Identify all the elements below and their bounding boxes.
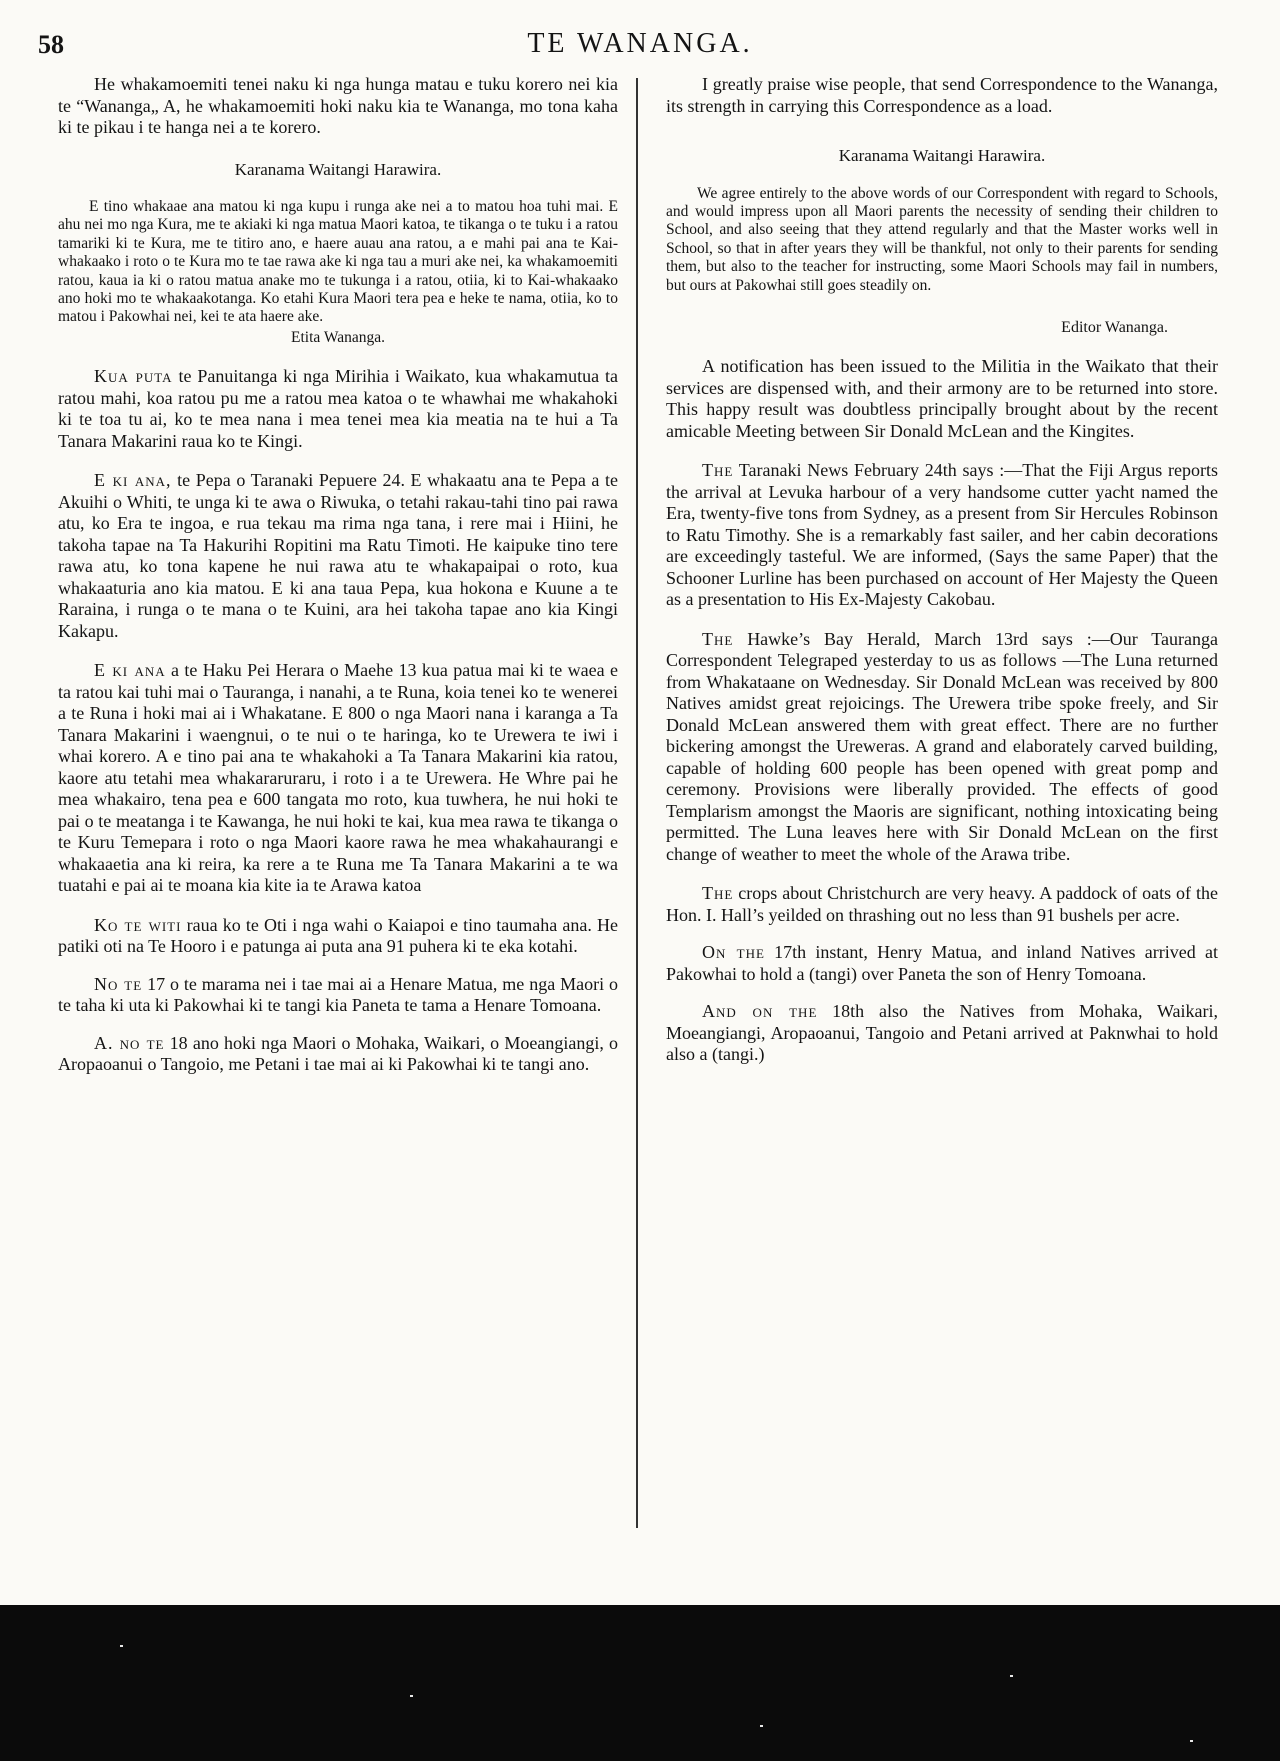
article-paragraph: [666, 883, 1218, 926]
lead-words: On the: [702, 942, 765, 963]
article-paragraph: [58, 915, 618, 958]
paragraph-body: a te Haku Pei Herara o Maehe 13 kua patua mai ki te waea e ta ratou kai tuhi mai o Tauranga, i nanahi, a te Runa, koia tenei ko te wenerei a te Runa i hoki mai ai i Whakatane. E 800 o nga Maori nana i karanga a Ta Tanara Makarini i waengnui, o te nui o te haringa, ko te Urewera te iwi i whai korero. A e tino pai ana te whakahoki a Ta Tanara Makarini kia ratou, kaore atu tetahi mea whakararuraru, i roto i a te Urewera. He Whre pai he mea whakairo, tena pea e 600 tangata mo roto, kua tuwhera, he nui hoki te pai o te meatanga i te Kawanga, he nui hoki te kai, kua mea rawa te tikanga o te Kuru Temepara i roto o nga Maori kaore rawa he mea whakahaurangi e whakaaetia ana ki reira, ka rere a te Runa me Ta Tanara Makarini a te wa tuatahi e pai ai te moana kia kite ia te Arawa katoa: [58, 660, 618, 896]
signature: Editor Wananga.: [1061, 318, 1168, 336]
paragraph-body: crops about Christchurch are very heavy. A paddock of oats of the Hon. I. Hall’s yeilded on thrashing out no less than 91 bushels per acre.: [666, 883, 1218, 925]
scan-speck: [1010, 1675, 1013, 1677]
article-paragraph: [58, 974, 618, 1017]
lead-words: A. no te: [94, 1032, 165, 1053]
article-paragraph: [58, 470, 618, 642]
paragraph-body: Taranaki News February 24th says :—That the Fiji Argus reports the arrival at Levuka harbour of a very handsome cutter yacht named the Era, twenty-five tons from Sydney, as a present from Sir Hercules Robinson to Ratu Timothy. She is a remarkably fast sailer, and her cabin decorations are exceedingly tasteful. We are informed, (Says the same Paper) that the Schooner Lurline has been purchased on account of Her Majesty the Queen as a presentation to His Ex-Majesty Cakobau.: [666, 460, 1218, 610]
article-paragraph: [666, 460, 1218, 611]
page-number: 58: [38, 30, 64, 59]
scan-speck: [410, 1695, 413, 1697]
scan-speck: [120, 1645, 123, 1647]
article-paragraph: I greatly praise wise people, that send Correspondence to the Wananga, its strength in carrying this Correspondence as a load.: [666, 74, 1218, 116]
article-paragraph: E tino whakaae ana matou ki nga kupu i runga ake nei a to matou hoa tuhi mai. E ahu nei mo nga Kura, me te akiaki ki nga matua Maori katoa, te tikanga o te tuku i a ratou tamariki ki te Kura, me te titiro ano, e haere auau ana ratou, a e mahi pai ana te Kai-whakaako i roto o te Kura mo te tae rawa ake ki nga tau a muri ake nei, ka whakamoemiti ratou, kaua ia ki o ratou matua anake mo te tukunga i a ratou, otiia, ki to Kai-whakaako ano hoki mo te whakaakotanga. Ko etahi Kura Maori tera pea e heke te nama, otiia, ko to matou i Pakowhai nei, kei te ata haere ake.: [58, 198, 618, 326]
maori-column: [58, 74, 618, 1076]
article-paragraph: A notification has been issued to the Militia in the Waikato that their services are dispensed with, and their armony are to be returned into store. This happy result was doubtless principally brought about by the recent amicable Meeting between Sir Donald McLean and the Kingites.: [666, 356, 1218, 441]
english-column: [666, 74, 1218, 1066]
lead-words: The: [702, 628, 734, 649]
paragraph-body: raua ko te Oti i nga wahi o Kaiapoi e tino taumaha ana. He patiki oti na Te Hooro i e patunga ai puta ana 91 puhera ki te eka kotahi.: [58, 914, 618, 957]
article-paragraph: [58, 660, 618, 897]
scan-speck: [760, 1725, 763, 1727]
article-paragraph: We agree entirely to the above words of our Correspondent with regard to Schools, and would impress upon all Maori parents the necessity of sending their children to School, and also seeing that they attend regularly and that the Master works well in School, so that in after years they will be thankful, not only to their parents for sending them, but also to the teacher for instructing, some Maori Schools may fail in numbers, but ours at Pakowhai still goes steadily on.: [666, 184, 1218, 294]
paragraph-body: Hawke’s Bay Herald, March 13rd says :—Our Tauranga Correspondent Telegraped yesterday to us as follows —The Luna returned from Whakataane on Wednesday. Sir Donald McLean was received by 800 Natives amidst great rejoicings. The Urewera tribe spoke freely, and Sir Donald McLean answered them with great effect. There are no further bickering amongst the Ureweras. A grand and elaborately carved building, capable of holding 600 people has been opened with great pomp and ceremony. Provisions were liberally provided. The effects of good Templarism amongst the Maoris are significant, nothing intoxicating being permitted. The Luna leaves here with Sir Donald McLean on the first change of weather to meet the whole of the Arawa tribe.: [666, 628, 1218, 864]
article-paragraph: [666, 629, 1218, 866]
paragraph-body: 18th also the Natives from Mohaka, Waikari, Moeangiangi, Aropaoanui, Tangoio and Petani arrived at Paknwhai to hold also a (tangi.): [666, 1001, 1218, 1065]
lead-words: E ki ana,: [94, 470, 172, 491]
paragraph-body: 17th instant, Henry Matua, and inland Natives arrived at Pakowhai to hold a (tangi) over Paneta the son of Henry Tomoana.: [666, 942, 1218, 984]
article-paragraph: [666, 942, 1218, 985]
article-paragraph: [666, 1001, 1218, 1066]
article-paragraph: [58, 366, 618, 452]
paragraph-body: 17 o te marama nei i tae mai ai a Henare Matua, me nga Maori o te taha ki uta ki Pakowhai ki te tangi kia Paneta te tama a Henare Tomoana.: [58, 973, 618, 1016]
scan-speck: [1190, 1740, 1193, 1742]
lead-words: The: [702, 460, 734, 481]
lead-words: Ko te witi: [94, 914, 182, 935]
lead-words: No te: [94, 973, 143, 994]
scan-dark-band: [0, 1605, 1280, 1761]
article-paragraph: He whakamoemiti tenei naku ki nga hunga matau e tuku korero nei kia te “Wananga„ A, he whakamoemiti hoki naku kia te Wananga, mo tona kaha ki te pikau i te hanga nei a te korero.: [58, 74, 618, 137]
paragraph-body: 18 ano hoki nga Maori o Mohaka, Waikari, o Moeangiangi, o Aropaoanui o Tangoio, me Petani i tae mai ai ki Pakowhai ki te tangi ano.: [58, 1032, 618, 1075]
signature: Karanama Waitangi Harawira.: [838, 146, 1046, 165]
lead-words: E ki ana: [94, 660, 166, 681]
lead-words: The: [702, 883, 734, 904]
lead-words: Kua puta: [94, 366, 173, 387]
paragraph-body: te Panuitanga ki nga Mirihia i Waikato, kua whakamutua ta ratou mahi, koa ratou pu me a ratou mea katoa o te whawhai me whakahoki ki te toa tu ai, ko te mea nana i mea tenei mea kia meatia na te hui a Ta Tanara Makarini raua ko te Kingi.: [58, 366, 619, 451]
paragraph-body: te Pepa o Taranaki Pepuere 24. E whakaatu ana te Pepa a te Akuihi o Whiti, te unga ki te awa o Riwuka, o tetahi rakau-tahi tino pai rawa atu, ko Era te ingoa, e rua tekau ma rima nga tana, i rere mai i Hiini, he takoha tapae na Ta Hakurihi Ropitini ma Ratu Timoti. He kaipuke tino tere rawa atu, ko tona kapene he nui rawa atu te whakapaipai o roto, kua whakaaturia ano kia matou. E ki ana taua Pepa, kua hokona e Kuune a te Raraina, i runga o te mana o te Kuini, ara hei takoha tapae ano kia Kingi Kakapu.: [58, 470, 618, 641]
article-paragraph: [58, 1033, 618, 1076]
column-divider: [636, 78, 638, 1528]
signature: Karanama Waitangi Harawira.: [234, 159, 442, 179]
signature: Etita Wananga.: [290, 328, 385, 346]
lead-words: And on the: [702, 1001, 818, 1022]
page-title: TE WANANGA.: [527, 28, 753, 59]
